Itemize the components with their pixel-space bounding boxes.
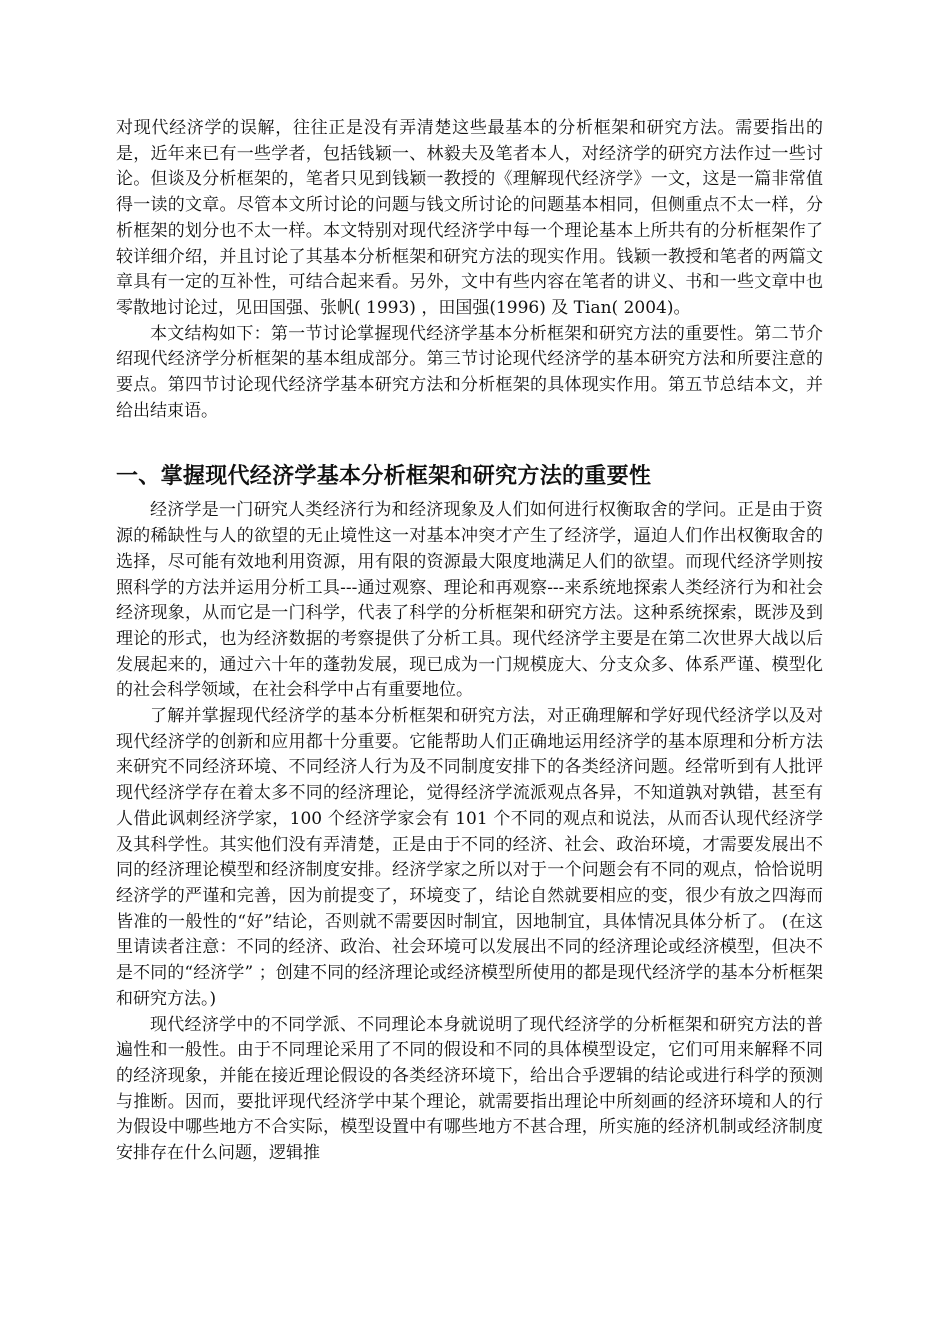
section-paragraph-1: 经济学是一门研究人类经济行为和经济现象及人们如何进行权衡取舍的学问。正是由于资源的稀缺性与人的欲望的无止境性这一对基本冲突才产生了经济学，逼迫人们作出权衡取舍的选择，尽可能有效地利用资源，用有限的资源最大限度地满足人们的欲望。而现代经济学则按照科学的方法并运用分析工具---通过观察、理论和再观察---来系统地探索人类经济行为和社会经济现象，从而它是一门科学，代表了科学的分析框架和研究方法。这种系统探索，既涉及到理论的形式，也为经济数据的考察提供了分析工具。现代经济学主要是在第二次世界大战以后发展起来的，通过六十年的蓬勃发展，现已成为一门规模庞大、分支众多、体系严谨、模型化的社会科学领域，在社会科学中占有重要地位。 <box>116 500 823 701</box>
section-heading: 一、掌握现代经济学基本分析框架和研究方法的重要性 <box>116 464 652 490</box>
section-paragraph-2: 了解并掌握现代经济学的基本分析框架和研究方法，对正确理解和学好现代经济学以及对现代经济学的创新和应用都十分重要。它能帮助人们正确地运用经济学的基本原理和分析方法来研究不同经济环境、不同经济人行为及不同制度安排下的各类经济问题。经常听到有人批评现代经济学存在着太多不同的经济理论，觉得经济学流派观点各异，不知道孰对孰错，甚至有人借此讽刺经济学家，100 个经济学家会有 101 个不同的观点和说法，从而否认现代经济学及其科学性。其实他们没有弄清楚，正是由于不同的经济、社会、政治环境，才需要发展出不同的经济理论模型和经济制度安排。经济学家之所以对于一个问题会有不同的观点，恰恰说明经济学的严谨和完善，因为前提变了，环境变了，结论自然就要相应的变，很少有放之四海而皆准的一般性的“好”结论，否则就不需要因时制宜，因地制宜，具体情况具体分析了。 (在这里请读者注意：不同的经济、政治、社会环境可以发展出不同的经济理论或经济模型，但决不是不同的“经济学” ；创建不同的经济理论或经济模型所使用的都是现代经济学的基本分析框架和研究方法。) <box>116 706 823 1009</box>
section-paragraph-3: 现代经济学中的不同学派、不同理论本身就说明了现代经济学的分析框架和研究方法的普遍性和一般性。由于不同理论采用了不同的假设和不同的具体模型设定，它们可用来解释不同的经济现象，并能在接近理论假设的各类经济环境下，给出合乎逻辑的结论或进行科学的预测与推断。因而，要批评现代经济学中某个理论，就需要指出理论中所刻画的经济环境和人的行为假设中哪些地方不合实际，模型设置中有哪些地方不甚合理，所实施的经济机制或经济制度安排存在什么问题，逻辑推 <box>116 1014 823 1164</box>
document-page <box>116 116 823 1167</box>
intro-paragraph-structure: 本文结构如下：第一节讨论掌握现代经济学基本分析框架和研究方法的重要性。第二节介绍现代经济学分析框架的基本组成部分。第三节讨论现代经济学的基本研究方法和所要注意的要点。第四节讨论现代经济学基本研究方法和分析框架的具体现实作用。第五节总结本文，并给出结束语。 <box>116 323 823 421</box>
intro-paragraph-1: 对现代经济学的误解，往往正是没有弄清楚这些最基本的分析框架和研究方法。需要指出的是，近年来已有一些学者，包括钱颖一、林毅夫及笔者本人，对经济学的研究方法作过一些讨论。但谈及分析框架的，笔者只见到钱颖一教授的《理解现代经济学》一文，这是一篇非常值得一读的文章。尽管本文所讨论的问题与钱文所讨论的问题基本相同，但侧重点不太一样，分析框架的划分也不太一样。本文特别对现代经济学中每一个理论基本上所共有的分析框架作了较详细介绍，并且讨论了其基本分析框架和研究方法的现实作用。钱颖一教授和笔者的两篇文章具有一定的互补性，可结合起来看。另外，文中有些内容在笔者的讲义、书和一些文章中也零散地讨论过，见田国强、张帆( 1993) ，田国强(1996) 及 Tian( 2004)。 <box>116 118 823 318</box>
